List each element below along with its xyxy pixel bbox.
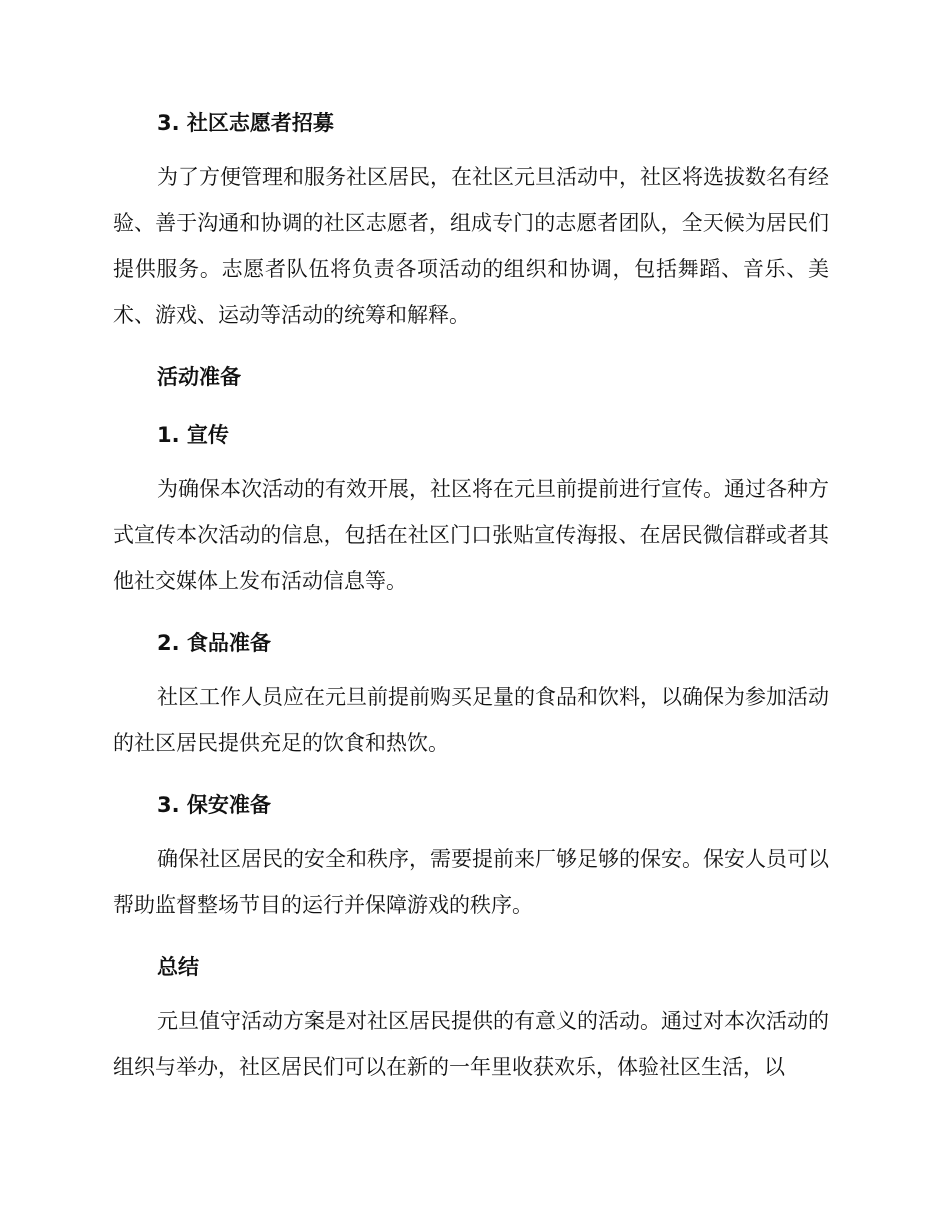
document-page [113,106,829,1090]
paragraph-volunteer-recruitment: 为了方便管理和服务社区居民，在社区元旦活动中，社区将选拔数名有经验、善于沟通和协调的社区志愿者，组成专门的志愿者团队，全天候为居民们提供服务。志愿者队伍将负责各项活动的组织和协调，包括舞蹈、音乐、美术、游戏、运动等活动的统筹和解释。 [113,165,829,327]
paragraph-summary: 元旦值守活动方案是对社区居民提供的有意义的活动。通过对本次活动的组织与举办，社区居民们可以在新的一年里收获欢乐，体验社区生活，以 [113,1009,829,1079]
section-heading-preparation: 活动准备 [157,365,241,389]
section-heading-security-preparation: 3. 保安准备 [157,793,271,817]
section-heading-food-preparation: 2. 食品准备 [157,631,271,655]
section-heading-publicity: 1. 宣传 [157,423,229,447]
paragraph-publicity: 为确保本次活动的有效开展，社区将在元旦前提前进行宣传。通过各种方式宣传本次活动的信息，包括在社区门口张贴宣传海报、在居民微信群或者其他社交媒体上发布活动信息等。 [113,477,829,593]
paragraph-security-preparation: 确保社区居民的安全和秩序，需要提前来厂够足够的保安。保安人员可以帮助监督整场节目的运行并保障游戏的秩序。 [113,847,829,917]
section-heading-volunteer-recruitment: 3. 社区志愿者招募 [157,111,334,135]
section-heading-summary: 总结 [157,955,199,979]
paragraph-food-preparation: 社区工作人员应在元旦前提前购买足量的食品和饮料，以确保为参加活动的社区居民提供充足的饮食和热饮。 [113,685,829,755]
